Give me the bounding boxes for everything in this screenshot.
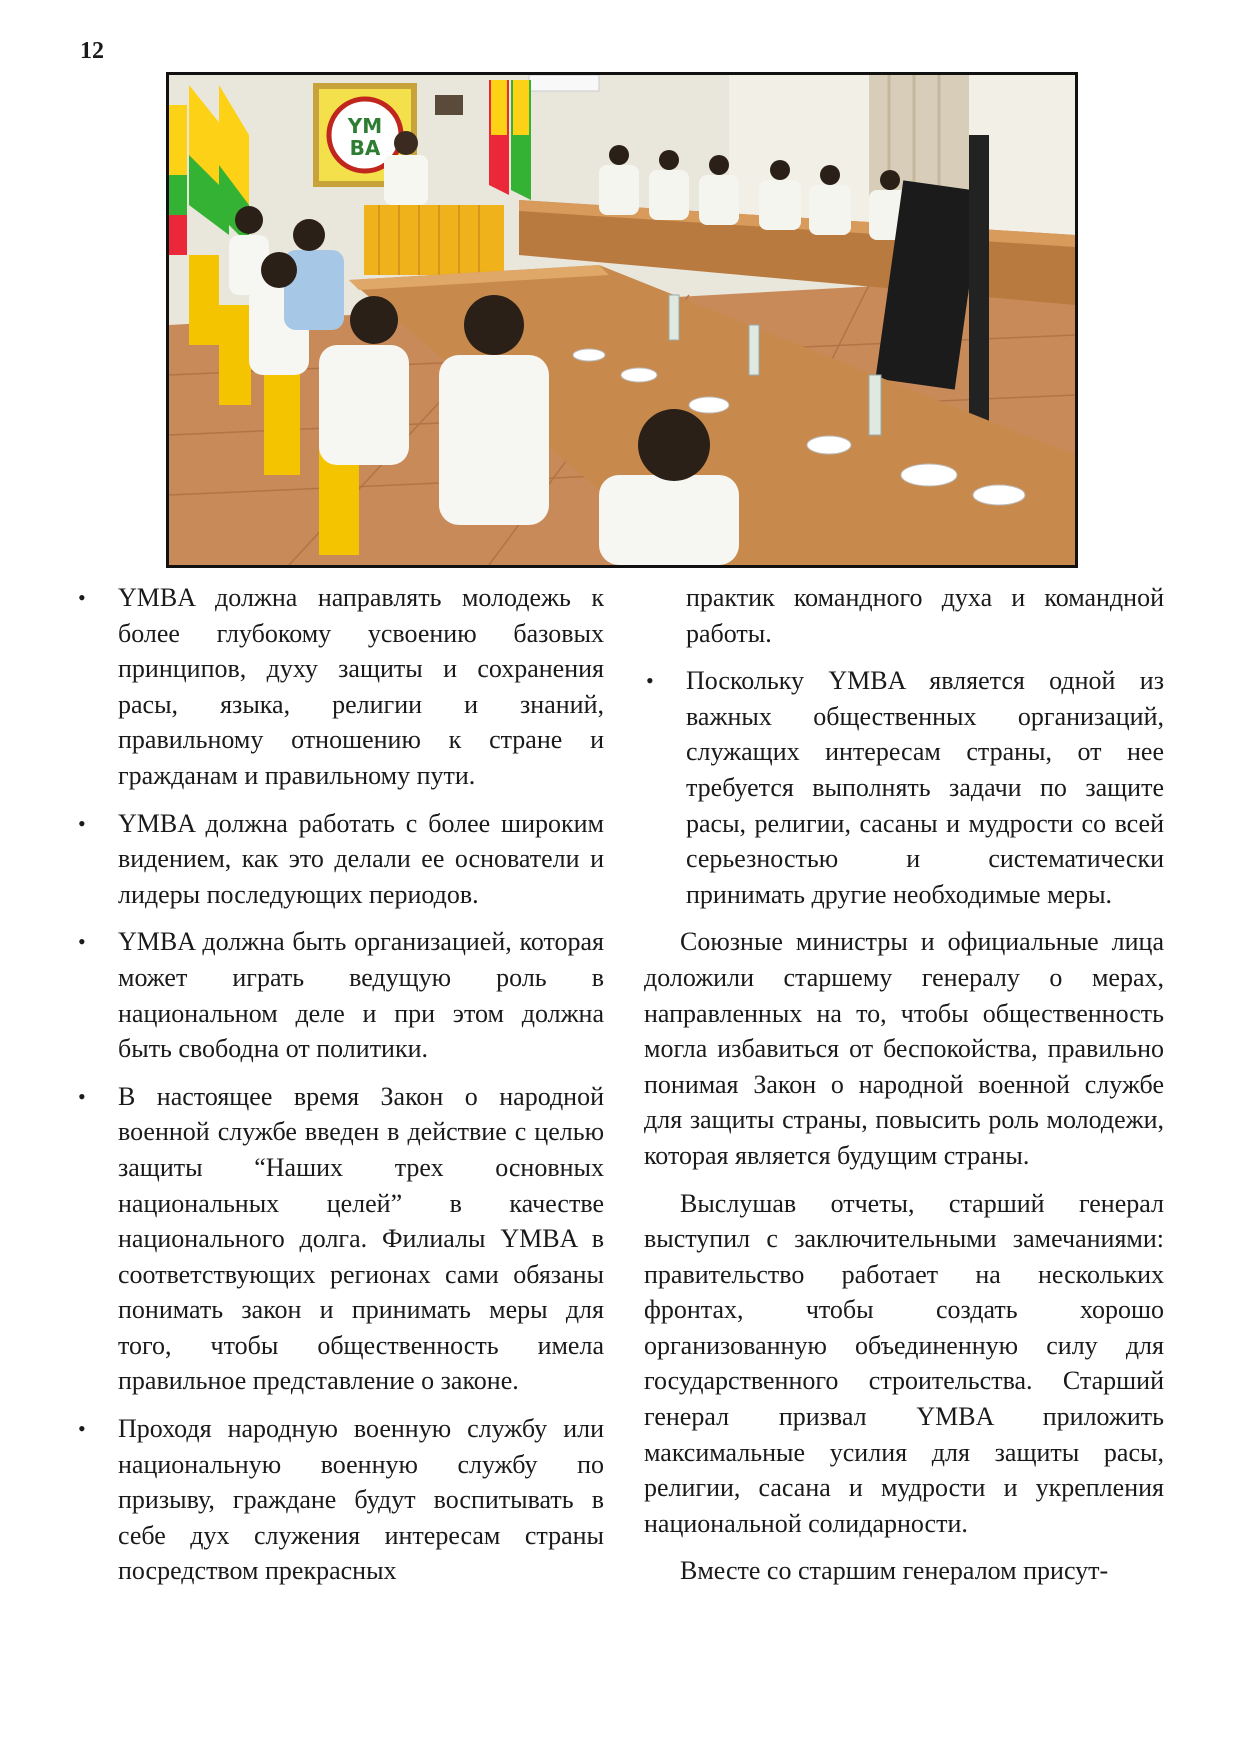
list-item: • YMBA должна быть организацией, которая может играть ведущую роль в национальном деле и при этом должна быть свободна от политики. (76, 924, 604, 1066)
list-item: • В настоящее время Закон о народной военной службе введен в действие с целью защиты “Наших трех основных национальных целей” в качестве национального долга. Филиалы YMBA в соответствующих регионах сами обязаны понимать закон и принимать меры для того, чтобы общественность имела правильное представление о законе. (76, 1079, 604, 1399)
meeting-photo (166, 72, 1078, 568)
body-paragraph: Выслушав отчеты, старший генерал выступил с заключительными замечаниями: правительство работает на нескольких фронтах, чтобы создать хорошо организованную объединенную силу для государственного строительства. Старший генерал призвал YMBA приложить максимальные усилия для защиты расы, религии, сасана и мудрости и укрепления национальной солидарности. (644, 1188, 1164, 1538)
list-item: • YMBA должна работать с более широким видением, как это делали ее основатели и лидеры последующих периодов. (76, 806, 604, 913)
list-item: • Поскольку YMBA является одной из важных общественных организаций, служащих интересам страны, от нее требуется выполнять задачи по защите расы, религии, сасаны и мудрости со всей серьезностью и систематически принимать другие необходимые меры. (644, 663, 1164, 912)
body-paragraph: Вместе со старшим генералом присут- (680, 1556, 1109, 1586)
body-paragraph: Союзные министры и официальные лица доложили старшему генералу о мерах, направленных на то, чтобы общественность могла избавиться от беспокойства, правильно понимая Закон о народной военной службе для защиты страны, повысить роль молодежи, которая является будущим страны. (644, 927, 1164, 1170)
left-bullet-list (76, 580, 604, 1589)
list-item: • Проходя народную военную службу или национальную военную службу по призыву, граждане будут воспитывать в себе дух служения интересам страны посредством прекрасных (76, 1411, 604, 1589)
page-number: 12 (80, 38, 104, 64)
emblem-text-bottom: BA (349, 136, 381, 160)
meeting-photo-illustration (169, 75, 1075, 565)
list-item: • YMBA должна направлять молодежь к более глубокому усвоению базовых принципов, духу защиты и сохранения расы, языка, религии и знаний, правильному отношению к стране и гражданам и правильному пути. (76, 580, 604, 794)
right-bullet-list (644, 663, 1164, 912)
bullet-continuation: практик командного духа и командной работы. (686, 583, 1164, 648)
left-column (76, 580, 604, 1601)
emblem-text-top: YM (347, 114, 383, 138)
right-column (644, 580, 1164, 1601)
